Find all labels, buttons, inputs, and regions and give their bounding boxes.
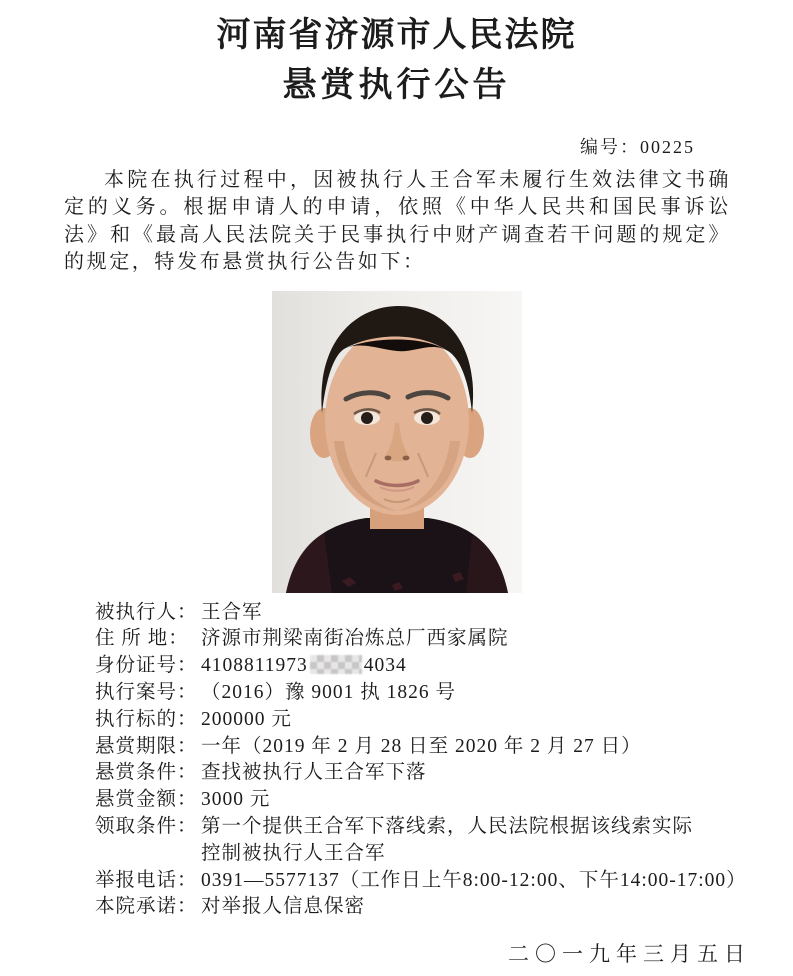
court-name-title: 河南省济源市人民法院: [216, 17, 577, 54]
notice-title: 悬赏执行公告: [282, 66, 511, 104]
field-label: 悬赏条件：: [95, 762, 198, 784]
field-list: [95, 600, 747, 922]
field-value-id: [201, 653, 733, 680]
field-value: （2016）豫 9001 执 1826 号: [201, 681, 457, 703]
field-label: 悬赏金额：: [95, 789, 198, 811]
issue-date: 二〇一九年三月五日: [508, 942, 751, 967]
field-value: 第一个提供王合军下落线索，人民法院根据该线索实际控制被执行人王合军: [201, 815, 694, 864]
doc-number-label: 编号：: [580, 136, 640, 157]
field-label: 本院承诺：: [95, 896, 198, 918]
portrait-illustration: [272, 291, 522, 593]
id-number-suffix: 4034: [363, 655, 407, 677]
field-label: 执行标的：: [95, 708, 198, 730]
field-label: 执行案号：: [95, 681, 198, 703]
field-row-reward-condition: [95, 760, 733, 787]
field-row-court-promise: [95, 894, 733, 921]
field-row-claim-condition: [95, 814, 733, 868]
field-value: 3000 元: [201, 789, 271, 811]
field-value: 查找被执行人王合军下落: [201, 762, 427, 784]
field-value: 一年（2019 年 2 月 28 日至 2020 年 2 月 27 日）: [201, 735, 642, 757]
field-label: 被执行人：: [95, 601, 198, 623]
field-row-executee: [95, 600, 733, 627]
intro-paragraph: 本院在执行过程中，因被执行人王合军未履行生效法律文书确定的义务。根据申请人的申请，依照《中华人民共和国民事诉讼法》和《最高人民法院关于民事执行中财产调查若干问题的规定》的规定，特发布悬赏执行公告如下：: [64, 168, 731, 274]
field-row-reward-period: [95, 734, 733, 761]
censored-mosaic-block: [310, 655, 362, 674]
field-row-reward-amount: [95, 787, 733, 814]
field-value: 济源市荆梁南街冶炼总厂西家属院: [201, 628, 509, 650]
field-label: 悬赏期限：: [95, 735, 198, 757]
field-value: 王合军: [201, 601, 263, 623]
field-label: 住 所 地：: [95, 628, 189, 650]
doc-number-value: 00225: [640, 136, 695, 157]
field-row-id-number: [95, 653, 733, 680]
field-row-address: [95, 626, 733, 653]
field-label: 举报电话：: [95, 869, 198, 891]
field-row-execution-target: [95, 707, 733, 734]
field-value: 200000 元: [201, 708, 292, 730]
doc-number-line: [0, 133, 793, 159]
id-number-prefix: 4108811973: [201, 655, 308, 677]
field-row-report-phone: [95, 868, 747, 895]
field-label: 领取条件：: [95, 815, 198, 837]
field-row-case-number: [95, 680, 733, 707]
field-value: 对举报人信息保密: [201, 896, 366, 918]
field-value: 0391—5577137（工作日上午8:00-12:00、下午14:00-17:00）: [201, 869, 747, 891]
field-label: 身份证号：: [95, 655, 198, 677]
subject-portrait-photo: [272, 291, 522, 593]
